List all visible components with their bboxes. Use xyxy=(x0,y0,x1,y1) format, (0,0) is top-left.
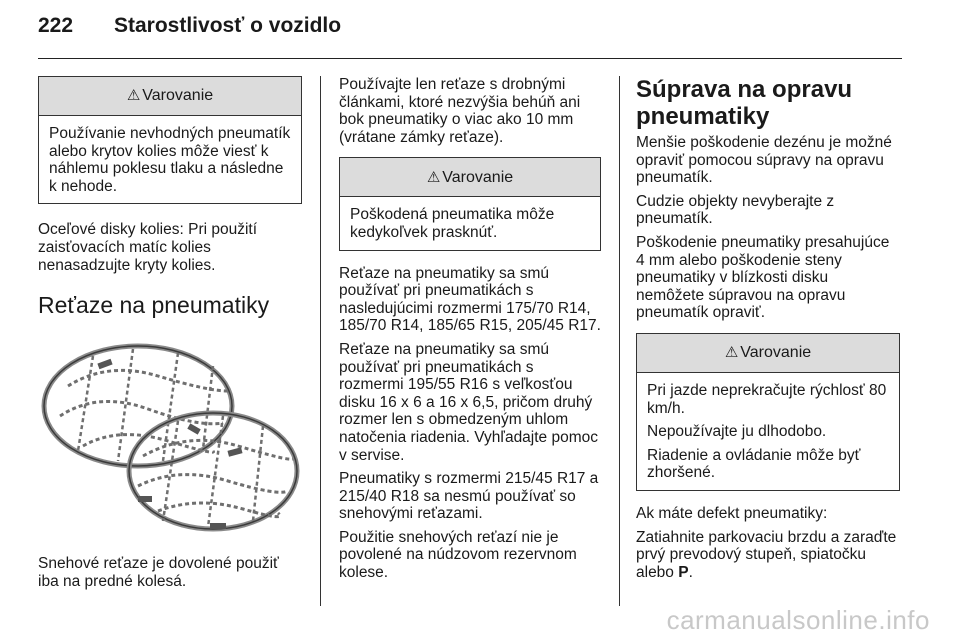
warning-triangle-icon: ⚠ xyxy=(126,87,141,105)
paragraph: Oceľové disky kolies: Pri použití zaisťovacích matíc kolies nenasadzujte kryty kolies. xyxy=(38,221,258,274)
warning-box xyxy=(636,333,900,491)
watermark: carmanualsonline.info xyxy=(666,605,930,635)
paragraph: Poškodenie pneumatiky presahujúce 4 mm alebo poškodenie steny pneumatiky v blízkosti disku nemôžete súpravou na opravu pneumatík opraviť. xyxy=(636,233,890,322)
warning-title: Varovanie xyxy=(142,87,214,105)
warning-text: Používanie nevhodných pneumatík alebo krytov kolies môže viesť k náhlemu poklesu tlaku a následne k nehode. xyxy=(49,125,291,195)
warning-body xyxy=(39,116,301,203)
warning-header xyxy=(39,77,301,116)
paragraph: Reťaze na pneumatiky sa smú používať pri pneumatikách s rozmermi 195/55 R16 s veľkosťou disku 16 x 6 a 16 x 6,5, pričom druhý rozmer len s obmedzeným uhlom natočenia riadenia. Vyhľadajte pomoc v servise. xyxy=(339,340,599,464)
warning-text: Nepoužívajte ju dlhodobo. xyxy=(647,423,827,441)
paragraph: Menšie poškodenie dezénu je možné opraviť pomocou súpravy na opravu pneumatík. xyxy=(636,134,892,187)
paragraph-text: Zatiahnite parkovaciu brzdu a zaraďte prvý prevodový stupeň, spiatočku alebo xyxy=(636,528,897,581)
paragraph-end: . xyxy=(688,563,693,581)
warning-box xyxy=(339,157,601,250)
warning-body xyxy=(340,197,600,249)
paragraph: Reťaze na pneumatiky sa smú používať pri pneumatikách s nasledujúcimi rozmermi 175/70 R14, 185/70 R14, 185/65 R15, 205/45 R17. xyxy=(339,264,601,335)
paragraph: Použitie snehových reťazí nie je povolené na núdzovom rezervnom kolese. xyxy=(339,528,577,582)
warning-triangle-icon: ⚠ xyxy=(426,168,441,186)
warning-title: Varovanie xyxy=(740,344,812,362)
section-heading: Reťaze na pneumatiky xyxy=(38,292,270,319)
paragraph: Cudzie objekty nevyberajte z pneumatík. xyxy=(636,192,835,228)
paragraph: Používajte len reťaze s drobnými článkami, ktoré nezvýšia behúň ani bok pneumatiky o viac ako 10 mm (vrátane zámky reťaze). xyxy=(339,76,581,146)
column-separator xyxy=(619,76,620,606)
header-rule xyxy=(38,58,902,59)
paragraph xyxy=(636,529,900,582)
warning-triangle-icon: ⚠ xyxy=(724,344,739,362)
column-separator xyxy=(320,76,321,606)
warning-header xyxy=(340,158,600,197)
column-right xyxy=(636,76,900,587)
warning-text: Riadenie a ovládanie môže byť zhoršené. xyxy=(647,446,861,482)
column-left xyxy=(38,76,302,596)
warning-text: Poškodená pneumatika môže kedykoľvek prasknúť. xyxy=(350,206,555,241)
page-number: 222 xyxy=(38,14,74,37)
warning-title: Varovanie xyxy=(442,168,514,186)
paragraph: Ak máte defekt pneumatiky: xyxy=(636,504,828,522)
warning-text: Pri jazde neprekračujte rýchlosť 80 km/h. xyxy=(647,381,887,417)
warning-body xyxy=(637,373,899,490)
warning-header xyxy=(637,334,899,373)
warning-box xyxy=(38,76,302,204)
paragraph: Snehové reťaze je dovolené použiť iba na predné kolesá. xyxy=(38,555,279,590)
section-heading: Súprava na opravu pneumatiky xyxy=(636,76,853,130)
snow-chains-illustration xyxy=(38,331,302,539)
page-title: Starostlivosť o vozidlo xyxy=(114,14,342,37)
column-middle xyxy=(339,76,601,588)
page-header xyxy=(38,14,341,38)
paragraph: Pneumatiky s rozmermi 215/45 R17 a 215/40 R18 sa nesmú používať so snehovými reťazami. xyxy=(339,470,599,523)
gear-p-label: P xyxy=(678,563,689,581)
